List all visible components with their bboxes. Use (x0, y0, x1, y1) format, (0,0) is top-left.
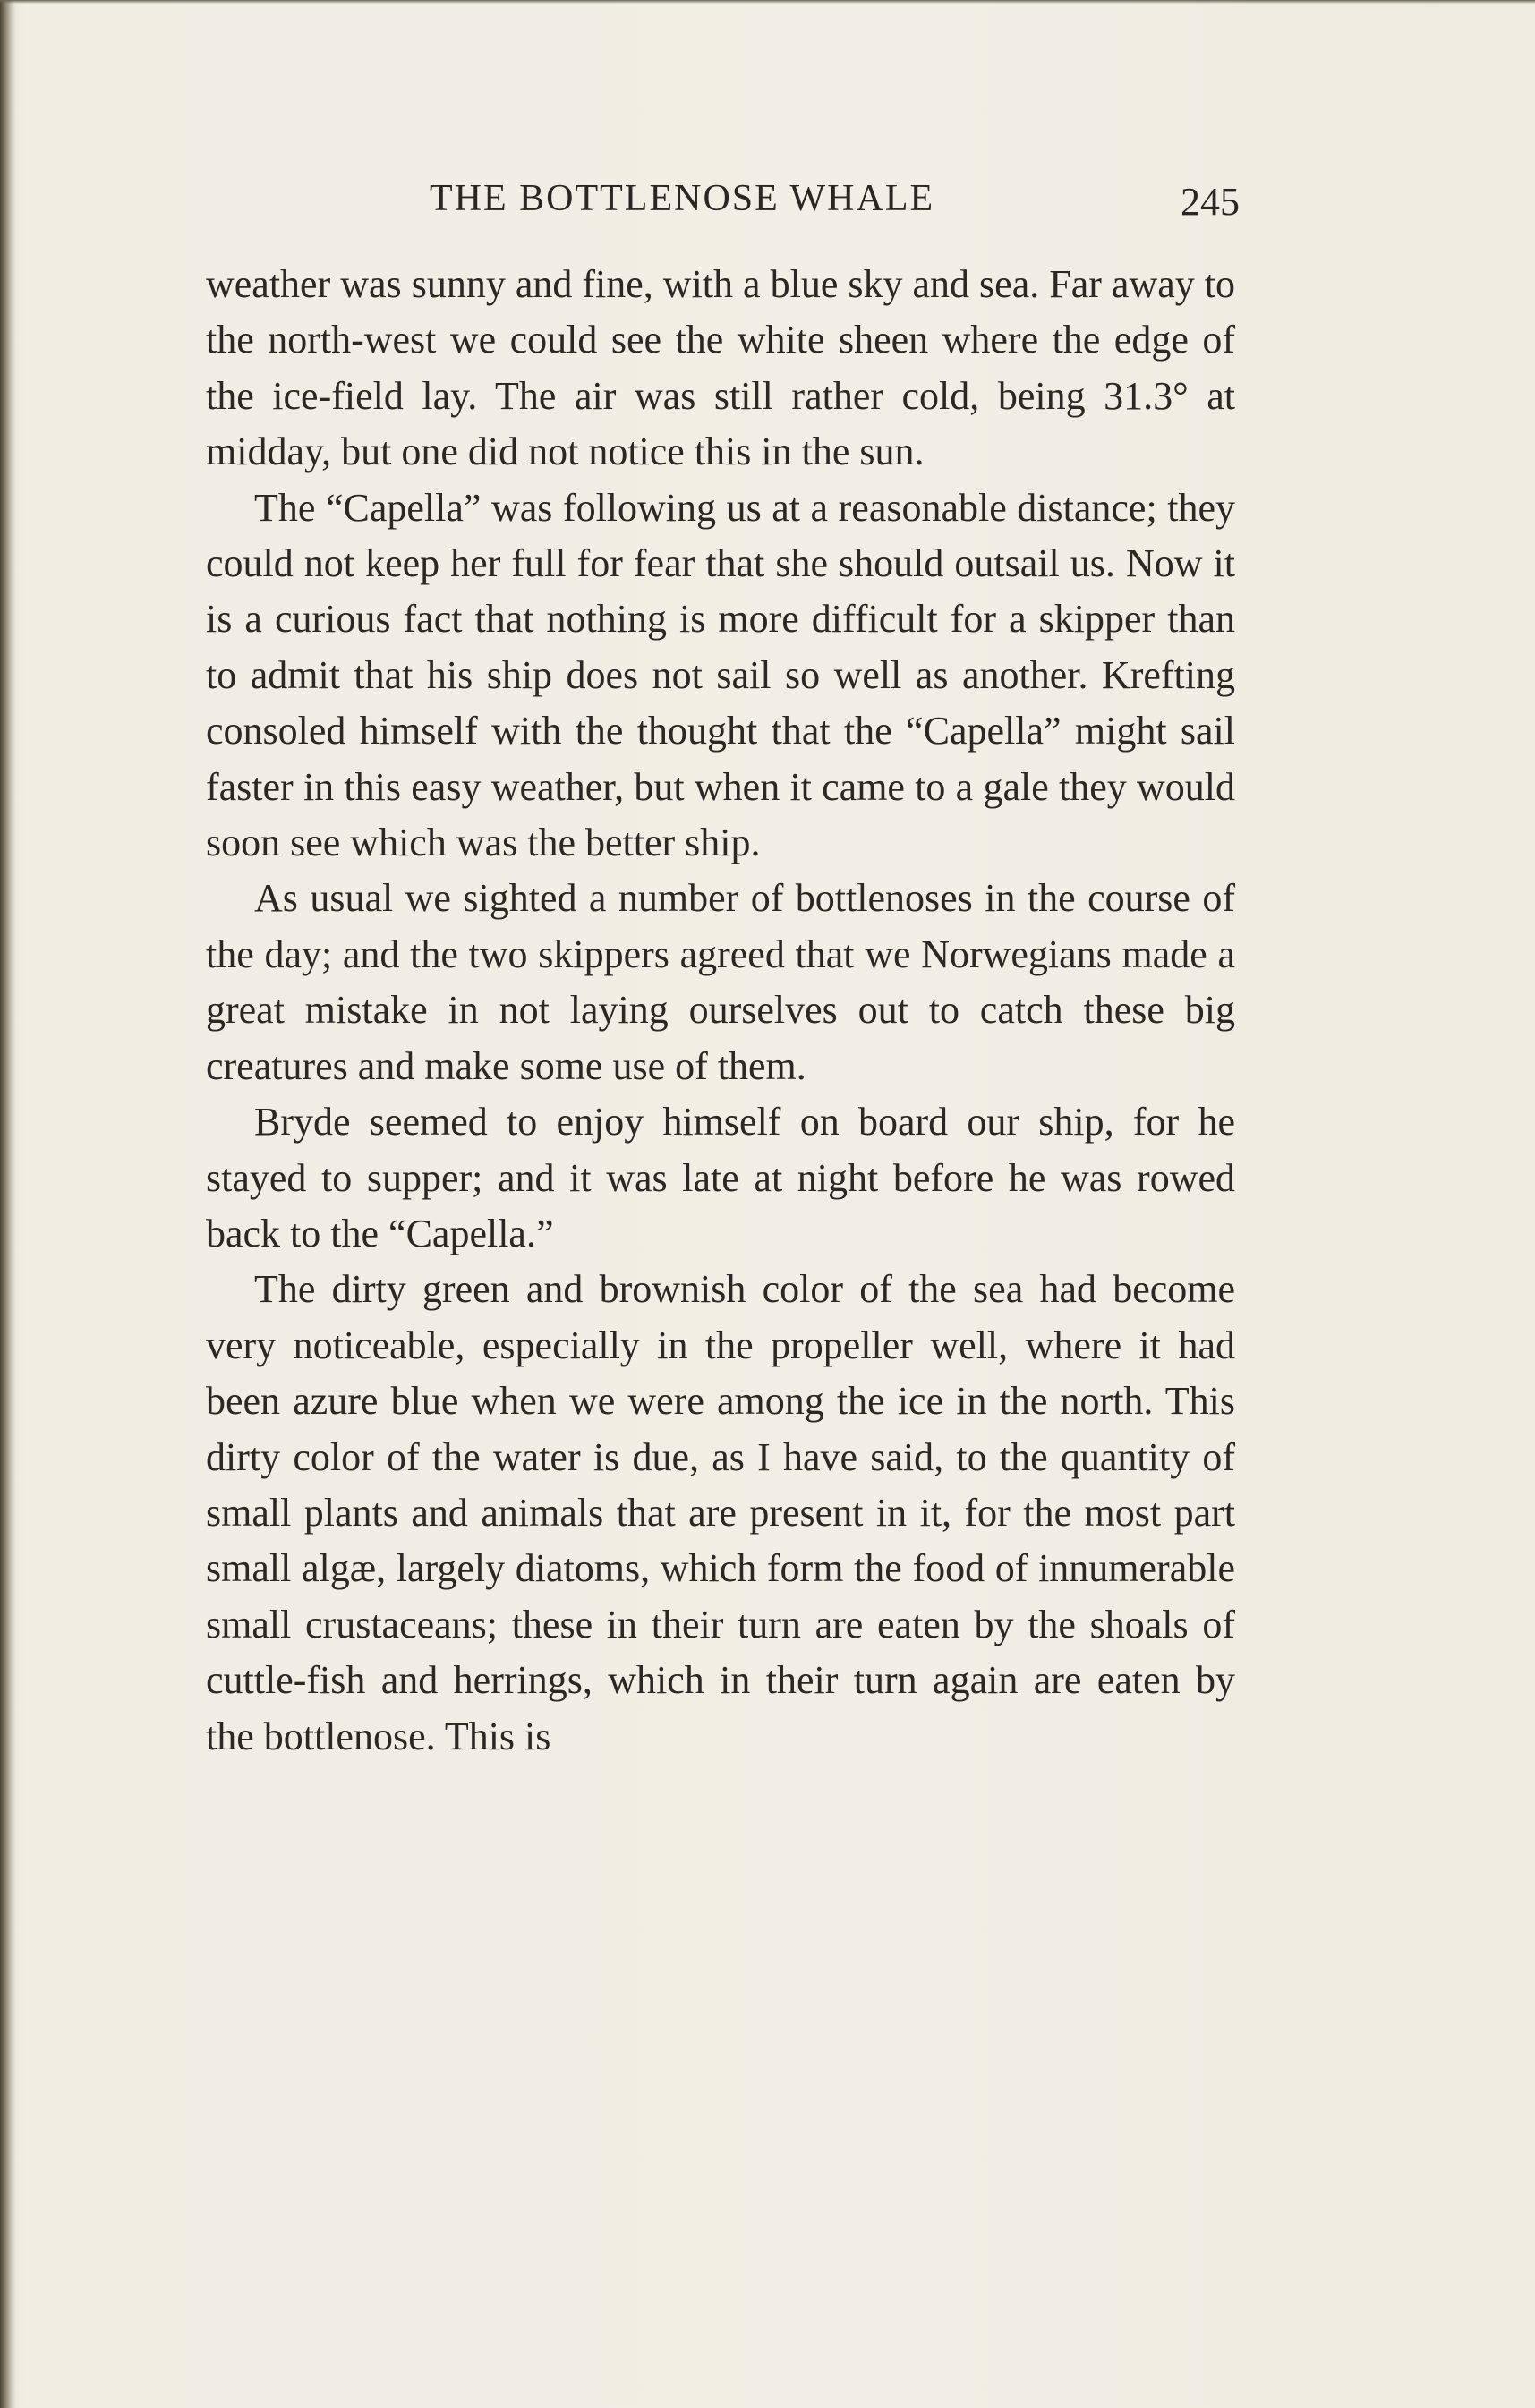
running-title: THE BOTTLENOSE WHALE (430, 178, 935, 219)
paragraph: Bryde seemed to enjoy himself on board our ship, for he stayed to supper; and it was late at night before he was rowed back to the “Capella.” (206, 1100, 1235, 1255)
paragraph: weather was sunny and fine, with a blue sky and sea. Far away to the north-west we could see the white sheen where the edge of the ice-field lay. The air was still rather cold, being 31.3° at midday, but one did not notice this in the sun. (206, 262, 1235, 474)
paragraph: As usual we sighted a number of bottlenoses in the course of the day; and the two skippers agreed that we Norwegians made a great mistake in not laying ourselves out to catch these big creatures and make some use of them. (206, 876, 1235, 1088)
page-binding-edge (0, 0, 16, 2408)
body-text (206, 257, 1235, 1765)
page-number: 245 (1181, 180, 1240, 224)
paragraph: The dirty green and brownish color of the sea had become very noticeable, especially in the propeller well, where it had been azure blue when we were among the ice in the north. This dirty color of the water is due, as I have said, to the quantity of small plants and animals that are present in it, for the most part small algæ, largely diatoms, which form the food of innumerable small crustaceans; these in their turn are eaten by the shoals of cuttle-fish and herrings, which in their turn again are eaten by the bottlenose. This is (206, 1267, 1235, 1758)
page-top-edge (0, 0, 1535, 4)
running-head (206, 172, 1240, 234)
paragraph: The “Capella” was following us at a reasonable distance; they could not keep her full for fear that she should outsail us. Now it is a curious fact that nothing is more difficult for a skipper than to admit that his ship does not sail so well as another. Krefting consoled himself with the thought that the “Capella” might sail faster in this easy weather, but when it came to a gale they would soon see which was the better ship. (206, 485, 1235, 865)
